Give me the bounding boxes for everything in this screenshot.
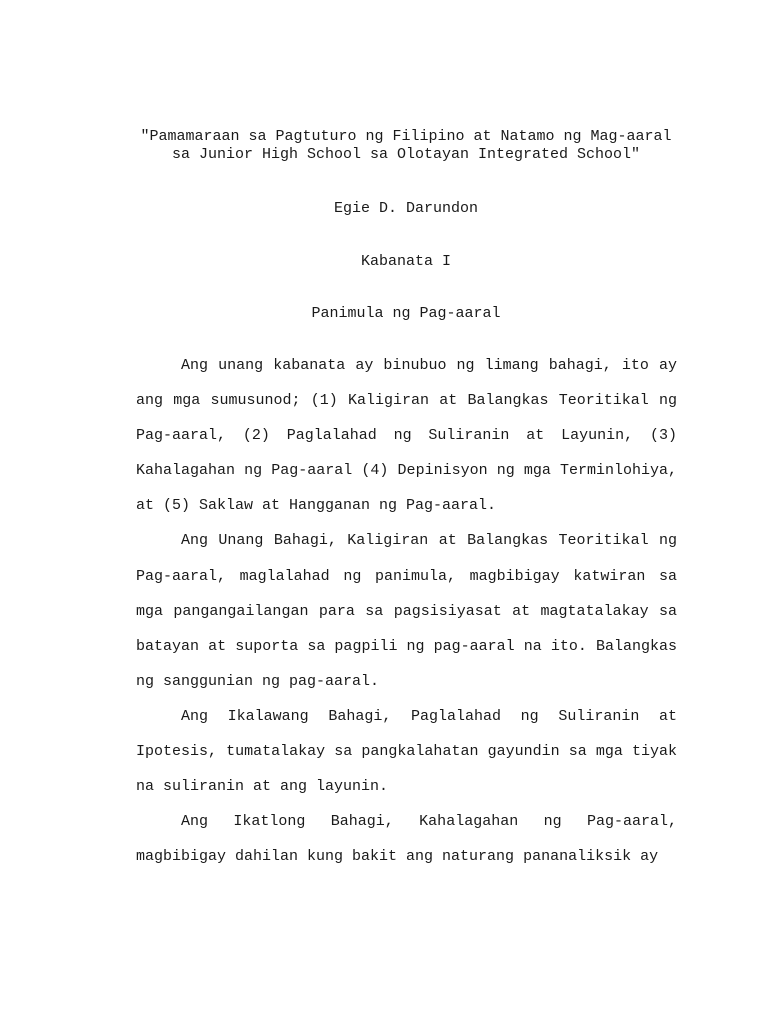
document-title — [100, 128, 712, 164]
title-line-2: sa Junior High School sa Olotayan Integrated School" — [171, 146, 641, 163]
paragraph: Ang Ikalawang Bahagi, Paglalahad ng Suliranin at Ipotesis, tumatalakay sa pangkalahatan gayundin sa mga tiyak na suliranin at ang layunin. — [136, 707, 677, 796]
body-text — [136, 348, 677, 874]
chapter-heading: Kabanata I — [360, 253, 451, 270]
title-line-1: "Pamamaraan sa Pagtuturo ng Filipino at Natamo ng Mag-aaral — [140, 128, 672, 145]
author-name: Egie D. Darundon — [333, 200, 479, 217]
section-title: Panimula ng Pag-aaral — [311, 305, 501, 322]
paragraph: Ang unang kabanata ay binubuo ng limang bahagi, ito ay ang mga sumusunod; (1) Kaligiran at Balangkas Teoritikal ng Pag-aaral, (2) Paglalahad ng Suliranin at Layunin, (3) Kahalagahan ng Pag-aaral (4) Depinisyon ng mga Terminlohiya, at (5) Saklaw at Hangganan ng Pag-aaral. — [136, 357, 677, 515]
paragraph: Ang Ikatlong Bahagi, Kahalagahan ng Pag-aaral, magbibigay dahilan kung bakit ang naturang pananaliksik ay — [136, 813, 677, 866]
paragraph: Ang Unang Bahagi, Kaligiran at Balangkas Teoritikal ng Pag-aaral, maglalahad ng panimula, magbibigay katwiran sa mga pangangailangan para sa pagsisiyasat at magtatalakay sa batayan at suporta sa pagpili ng pag-aaral na ito. Balangkas ng sanggunian ng pag-aaral. — [136, 532, 677, 690]
